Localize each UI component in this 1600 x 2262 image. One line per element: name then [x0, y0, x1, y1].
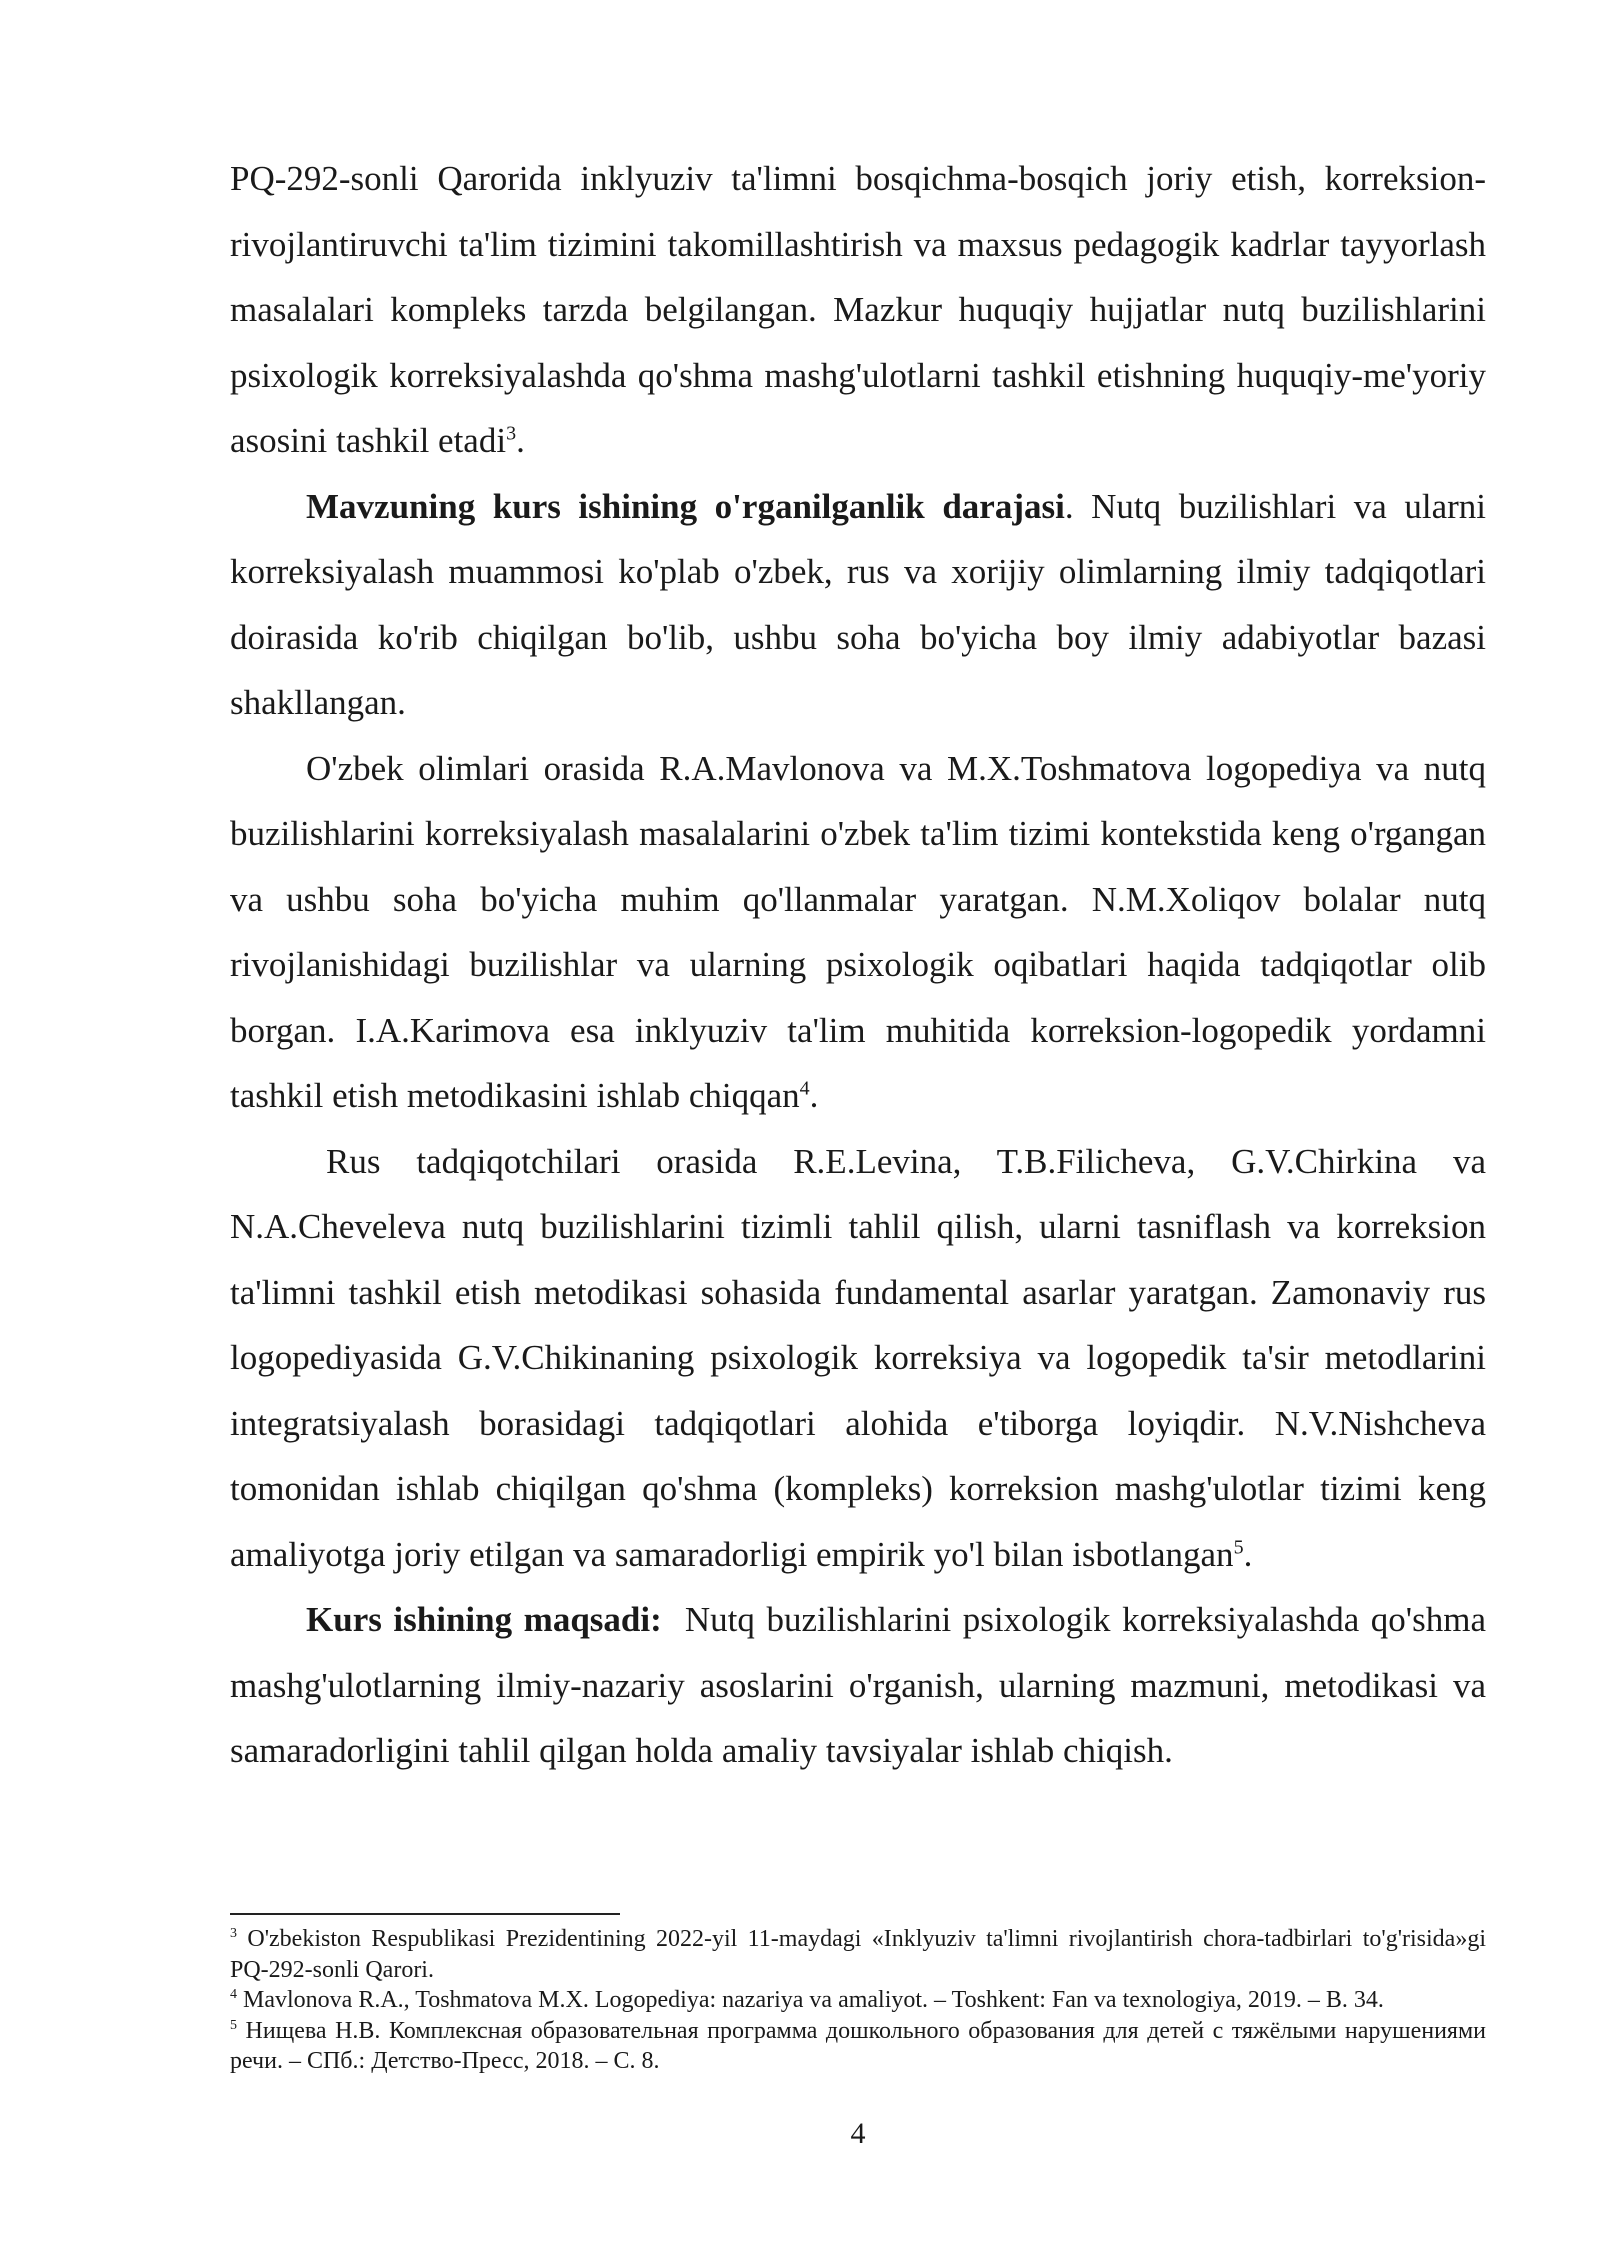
footnote-5	[230, 2016, 1486, 2077]
body-text	[230, 146, 1486, 1784]
footnote-separator	[230, 1913, 620, 1915]
paragraph-4	[230, 1129, 1486, 1588]
paragraph-5	[230, 1587, 1486, 1784]
footnote-number: 5	[230, 2017, 237, 2033]
footnote-text: Mavlonova R.A., Toshmatova M.X. Logopediya: nazariya va amaliyot. – Toshkent: Fan va texnologiya, 2019. – B. 34.	[243, 1987, 1384, 2013]
footnote-ref-5[interactable]: 5	[1233, 1535, 1244, 1558]
paragraph-1-text: PQ-292-sonli Qarorida inklyuziv ta'limni bosqichma-bosqich joriy etish, korreksion-rivojlantiruvchi ta'lim tizimini takomillashtirish va maxsus pedagogik kadrlar tayyorlash masalalari kompleks tarzda belgilangan. Mazkur huquqiy hujjatlar nutq buzilishlarini psixologik korreksiyalashda qo'shma mashg'ulotlarni tashkil etishning huquqiy-me'yoriy asosini tashkil etadi	[230, 159, 1486, 460]
paragraph-4-end: .	[1243, 1534, 1253, 1574]
paragraph-5-text: Nutq buzilishlarini psixologik korreksiyalashda qo'shma mashg'ulotlarning ilmiy-nazariy asoslarini o'rganish, ularning mazmuni, metodikasi va samaradorligini tahlil qilgan holda amaliy tavsiyalar ishlab chiqish.	[230, 1600, 1486, 1770]
footnote-text: Нищева Н.В. Комплексная образовательная программа дошкольного образования для детей с тяжёлыми нарушениями речи. – СПб.: Детство-Пресс, 2018. – С. 8.	[230, 2017, 1486, 2074]
footnote-3	[230, 1924, 1486, 1985]
paragraph-3-end: .	[809, 1076, 819, 1115]
footnote-ref-3[interactable]: 3	[506, 422, 517, 445]
paragraph-3-text: O'zbek olimlari orasida R.A.Mavlonova va M.X.Toshmatova logopediya va nutq buzilishlarini korreksiyalash masalalarini o'zbek ta'lim tizimi kontekstida keng o'rgangan va ushbu soha bo'yicha muhim qo'llanmalar yaratgan. N.M.Xoliqov bolalar nutq rivojlanishidagi buzilishlar va ularning psixologik oqibatlari haqida tadqiqotlar olib borgan. I.A.Karimova esa inklyuziv ta'lim muhitida korreksion-logopedik yordamni tashkil etish metodikasini ishlab chiqqan	[230, 748, 1486, 1115]
paragraph-2-text: . Nutq buzilishlari va ularni korreksiyalash muammosi ko'plab o'zbek, rus va xorijiy olimlarning ilmiy tadqiqotlari doirasida ko'rib chiqilgan bo'lib, ushbu soha bo'yicha boy ilmiy adabiyotlar bazasi shakllangan.	[230, 486, 1486, 722]
page-number: 4	[850, 2117, 866, 2150]
footnote-number: 4	[230, 1987, 237, 2002]
paragraph-3	[230, 736, 1486, 1129]
footnote-ref-4[interactable]: 4	[799, 1077, 810, 1100]
footnote-4	[230, 1985, 1486, 2016]
section-heading-study-level: Mavzuning kurs ishining o'rganilganlik darajasi	[306, 486, 1065, 526]
paragraph-2	[230, 474, 1486, 736]
footnotes	[230, 1924, 1486, 2077]
footnote-text: O'zbekiston Respublikasi Prezidentining 2022-yil 11-maydagi «Inklyuziv ta'limni rivojlantirish chora-tadbirlari to'g'risida»gi PQ-292-sonli Qarori.	[230, 1926, 1487, 1983]
paragraph-1	[230, 146, 1486, 474]
paragraph-4-text: Rus tadqiqotchilari orasida R.E.Levina, T.B.Filicheva, G.V.Chirkina va N.A.Cheveleva nutq buzilishlarini tizimli tahlil qilish, ularni tasniflash va korreksion ta'limni tashkil etish metodikasi sohasida fundamental asarlar yaratgan. Zamonaviy rus logopediyasida G.V.Chikinaning psixologik korreksiya va logopedik ta'sir metodlarini integratsiyalash borasidagi tadqiqotlari alohida e'tiborga loyiqdir. N.V.Nishcheva tomonidan ishlab chiqilgan qo'shma (kompleks) korreksion mashg'ulotlar tizimi keng amaliyotga joriy etilgan va samaradorligi empirik yo'l bilan isbotlangan	[230, 1141, 1486, 1574]
section-heading-goal: Kurs ishining maqsadi:	[306, 1600, 662, 1639]
footnote-number: 3	[230, 1926, 237, 1941]
paragraph-1-end: .	[516, 421, 525, 460]
